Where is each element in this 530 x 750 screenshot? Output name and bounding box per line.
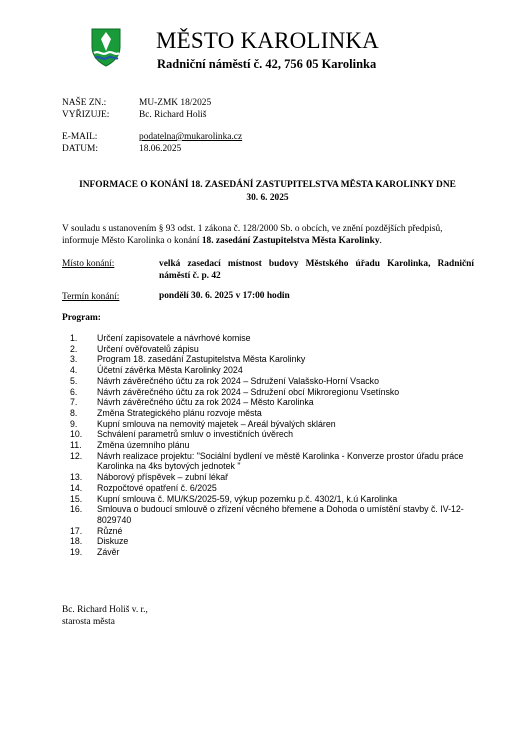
term-value: pondělí 30. 6. 2025 v 17:00 hodin <box>159 291 290 301</box>
program-item-number: 8. <box>70 407 78 418</box>
program-item-text: Návrh závěrečného účtu za rok 2024 – Sdružení obcí Mikroregionu Vsetínsko <box>97 386 400 397</box>
program-item <box>70 494 474 505</box>
program-item-text: Změna územního plánu <box>97 440 190 451</box>
program-item-number: 5. <box>70 375 78 386</box>
program-item-number: 13. <box>70 472 83 483</box>
signature-role: starosta města <box>62 617 115 627</box>
email-label: E-MAIL: <box>62 132 98 142</box>
program-item <box>70 408 474 419</box>
program-item-text: Diskuze <box>97 536 129 547</box>
program-list <box>70 333 474 558</box>
city-crest-logo <box>88 27 124 67</box>
heading-line-1: INFORMACE O KONÁNÍ 18. ZASEDÁNÍ ZASTUPITELSTVA MĚSTA KAROLINKY DNE <box>79 180 456 190</box>
program-item <box>70 376 474 387</box>
program-item <box>70 344 474 355</box>
program-item-text: Různé <box>97 525 123 536</box>
city-title: MĚSTO KAROLINKA <box>156 28 379 53</box>
ref-label: NAŠE ZN.: <box>62 98 107 108</box>
intro-text: V souladu s ustanovením § 93 odst. 1 zákona č. 128/2000 Sb. o obcích, ve znění pozdějších předpisů, informuje Město Karolinka o konání <box>62 224 443 246</box>
program-item <box>70 472 474 483</box>
program-item-text: Účetní závěrka Města Karolinky 2024 <box>97 365 243 376</box>
program-item-text: Návrh realizace projektu: "Sociální bydlení ve městě Karolinka - Konverze prostor úřadu práce Karolinka na 4ks bytových jednotek " <box>97 450 464 472</box>
program-item-text: Změna Strategického plánu rozvoje města <box>97 407 262 418</box>
program-item-number: 1. <box>70 333 78 343</box>
program-item-text: Kupní smlouva č. MU/KS/2025-59, výkup pozemku p.č. 4302/1, k.ú Karolinka <box>97 493 398 504</box>
program-item-number: 9. <box>70 418 78 429</box>
document-heading <box>62 179 473 205</box>
program-item-number: 12. <box>70 450 83 461</box>
program-item-number: 15. <box>70 493 83 504</box>
program-item-text: Určení zapisovatele a návrhové komise <box>97 333 251 343</box>
program-item <box>70 526 474 537</box>
program-item-text: Návrh závěrečného účtu za rok 2024 – Město Karolinka <box>97 397 314 408</box>
program-item-number: 3. <box>70 354 78 365</box>
program-item <box>70 365 474 376</box>
program-item <box>70 451 474 472</box>
program-item <box>70 429 474 440</box>
program-item-number: 19. <box>70 547 83 558</box>
city-address: Radniční náměstí č. 42, 756 05 Karolinka <box>157 57 377 71</box>
program-item-number: 4. <box>70 365 78 376</box>
program-item-number: 16. <box>70 504 83 515</box>
intro-text-end: . <box>379 236 382 246</box>
venue-value: velká zasedací místnost budovy Městského úřadu Karolinka, Radniční náměstí č. p. 42 <box>159 259 474 281</box>
program-item-text: Náborový příspěvek – zubní lékař <box>97 472 229 483</box>
program-item-number: 2. <box>70 343 78 354</box>
program-item <box>70 504 474 525</box>
program-item-text: Smlouva o budoucí smlouvě o zřízení věcného břemene a Dohoda o umístění stavby č. IV-12-8029740 <box>97 504 464 525</box>
program-item <box>70 387 474 398</box>
program-item-text: Návrh závěrečného účtu za rok 2024 – Sdružení Valašsko-Horní Vsacko <box>97 375 379 386</box>
program-item <box>70 419 474 430</box>
program-item-text: Kupní smlouva na nemovitý majetek – Areál bývalých skláren <box>97 418 336 429</box>
venue-label: Místo konání: <box>62 259 115 269</box>
program-item-number: 11. <box>70 440 82 451</box>
program-item-text: Program 18. zasedání Zastupitelstva Města Karolinky <box>97 354 306 365</box>
program-item-text: Rozpočtové opatření č. 6/2025 <box>97 482 217 493</box>
program-title: Program: <box>62 313 101 323</box>
program-item <box>70 354 474 365</box>
program-item-text: Schválení parametrů smluv o investičních úvěrech <box>97 429 294 440</box>
ref-value: MU-ZMK 18/2025 <box>139 98 212 108</box>
program-item-number: 7. <box>70 397 78 408</box>
program-item-number: 14. <box>70 482 83 493</box>
program-item-number: 17. <box>70 525 83 536</box>
program-item-text: Závěr <box>97 547 120 558</box>
program-item-text: Určení ověřovatelů zápisu <box>97 343 199 354</box>
program-item-number: 10. <box>70 429 83 440</box>
handler-value: Bc. Richard Holiš <box>139 110 207 120</box>
handler-label: VYŘIZUJE: <box>62 110 110 120</box>
heading-line-2: 30. 6. 2025 <box>246 193 289 203</box>
signature-name: Bc. Richard Holiš v. r., <box>62 605 148 615</box>
program-item <box>70 440 474 451</box>
program-item <box>70 333 474 344</box>
program-item <box>70 483 474 494</box>
program-item <box>70 536 474 547</box>
term-label: Termín konání: <box>62 292 120 302</box>
intro-paragraph <box>62 223 474 247</box>
program-item <box>70 397 474 408</box>
program-item-number: 18. <box>70 536 83 547</box>
program-item-number: 6. <box>70 386 78 397</box>
intro-bold-text: 18. zasedání Zastupitelstva Města Karolinky <box>201 236 380 246</box>
date-label: DATUM: <box>62 144 98 154</box>
email-link[interactable]: podatelna@mukarolinka.cz <box>139 132 243 142</box>
date-value: 18.06.2025 <box>139 144 182 154</box>
program-item <box>70 547 474 558</box>
